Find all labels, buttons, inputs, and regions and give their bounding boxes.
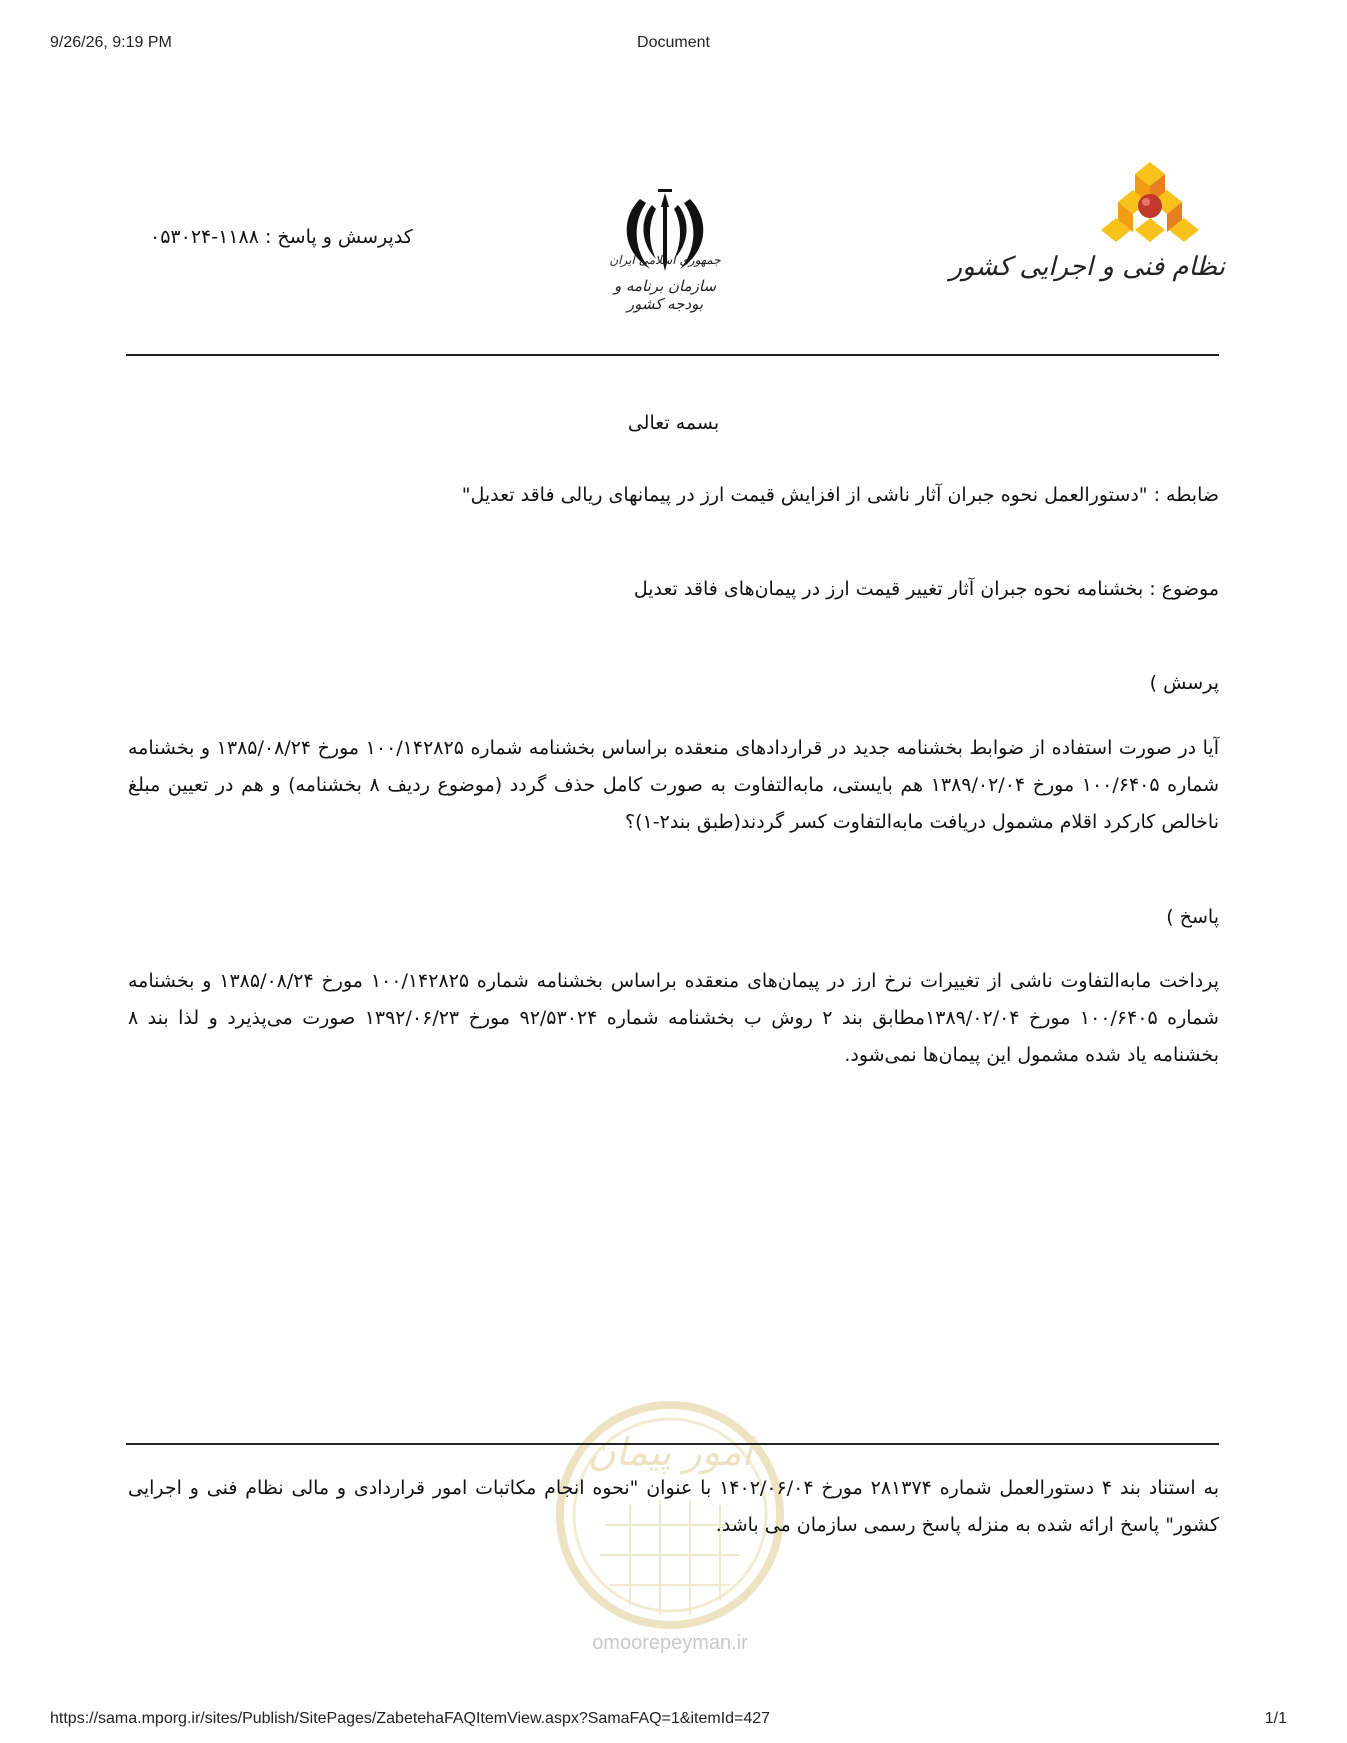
- watermark-url: omoorepeyman.ir: [592, 1632, 748, 1654]
- question-text: آیا در صورت استفاده از ضوابط بخشنامه جدید در قراردادهای منعقده براساس بخشنامه شماره ۱۰۰/۱۴۲۸۲۵ مورخ ۱۳۸۵/۰۸/۲۴ و بخشنامه شماره ۱۰۰/۶۴۰۵ مورخ ۱۳۸۹/۰۲/۰۴ هم بایستی، مابه‌التفاوت به صورت کامل حذف گردد (موضوع ردیف ۸ بخشنامه) و هم در تعیین مبلغ ناخالص کارکرد اقلام مشمول دریافت مابه‌التفاوت کسر گردند(طبق بند۲-۱)؟: [128, 737, 1220, 833]
- subject-line: موضوع : بخشنامه نحوه جبران آثار تغییر قیمت ارز در پیمان‌های فاقد تعدیل: [633, 578, 1219, 600]
- zabeteh-line: ضابطه : "دستورالعمل نحوه جبران آثار ناشی از افزایش قیمت ارز در پیمانهای ریالی فاقد تعدیل": [461, 484, 1219, 506]
- footer-divider: [126, 1443, 1219, 1445]
- document-heading: بسمه تعالی: [627, 412, 720, 434]
- nezam-fanni-caption: نظام فنی و اجرایی کشور: [949, 252, 1225, 282]
- print-datetime: 9/26/26, 9:19 PM: [50, 34, 172, 51]
- print-page-number: 1/1: [1264, 1710, 1287, 1727]
- print-title: Document: [637, 34, 710, 51]
- nezam-fanni-logo: [1095, 160, 1205, 245]
- answer-heading: پاسخ ): [1166, 906, 1219, 928]
- print-url[interactable]: https://sama.mporg.ir/sites/Publish/SitePages/ZabetehaFAQItemView.aspx?SamaFAQ=1&itemId=427: [50, 1710, 771, 1727]
- question-heading: پرسش ): [1149, 672, 1219, 694]
- header-divider: [126, 354, 1219, 356]
- emblem-caption-country: جمهوری اسلامی ایران: [609, 253, 721, 267]
- footer-note: به استناد بند ۴ دستورالعمل شماره ۲۸۱۳۷۴ مورخ ۱۴۰۲/۰۶/۰۴ با عنوان "نحوه انجام مکاتبات امور قراردادی و مالی نظام فنی و اجرایی کشور" پاسخ ارائه شده به منزله پاسخ رسمی سازمان می باشد.: [128, 1477, 1219, 1536]
- question-code: کدپرسش و پاسخ : ۱۱۸۸-۰۵۳۰۲۴: [150, 226, 413, 248]
- answer-text: پرداخت مابه‌التفاوت ناشی از تغییرات نرخ ارز در پیمان‌های منعقده براساس بخشنامه شماره ۱۰۰/۱۴۲۸۲۵ مورخ ۱۳۸۵/۰۸/۲۴ و بخشنامه شماره ۱۰۰/۶۴۰۵ مورخ ۱۳۸۹/۰۲/۰۴مطابق بند ۲ روش ب بخشنامه شماره ۹۲/۵۳۰۲۴ مورخ ۱۳۹۲/۰۶/۲۳ صورت می‌پذیرد و لذا بند ۸ بخشنامه یاد شده مشمول این پیمان‌ها نمی‌شود.: [128, 970, 1219, 1066]
- emblem-caption-organization: سازمان برنامه و بودجه کشور: [613, 277, 717, 313]
- watermark-seal-text: امور پیمان: [587, 1430, 753, 1474]
